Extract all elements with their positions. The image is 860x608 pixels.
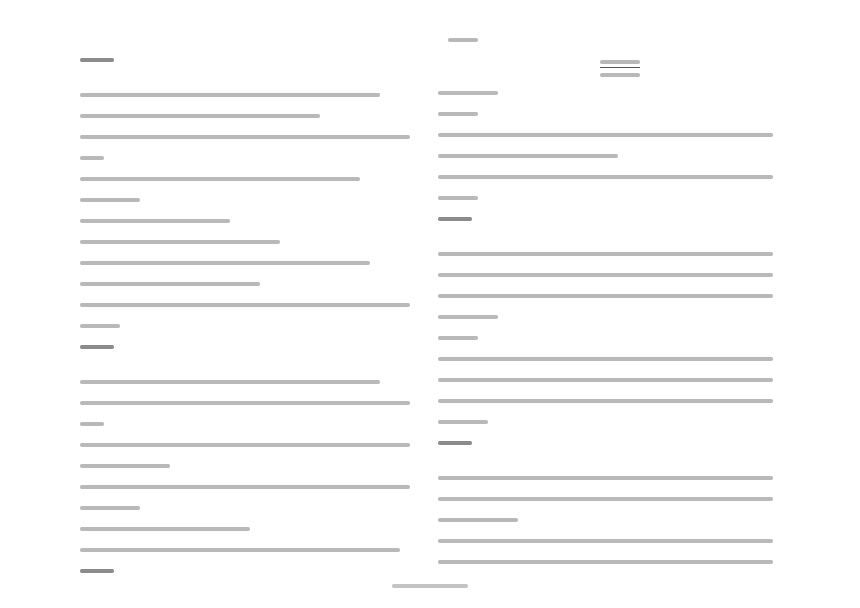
text-line xyxy=(80,217,410,225)
text-line xyxy=(80,196,410,204)
text-line xyxy=(80,175,410,183)
spacer xyxy=(438,236,780,250)
text-line xyxy=(80,322,410,330)
text-line xyxy=(438,250,780,258)
text-line xyxy=(80,133,410,141)
text-line xyxy=(438,376,780,384)
text-line xyxy=(80,504,410,512)
text-line xyxy=(438,558,780,566)
text-line xyxy=(80,483,410,491)
text-line xyxy=(80,441,410,449)
text-line xyxy=(80,280,410,288)
text-line xyxy=(438,537,780,545)
text-line xyxy=(438,495,780,503)
text-line xyxy=(438,131,780,139)
text-line xyxy=(438,292,780,300)
answer-heading xyxy=(80,56,410,64)
fraction-bar xyxy=(600,67,640,68)
text-line xyxy=(438,355,780,363)
fraction-numerator xyxy=(600,60,640,64)
text-line xyxy=(438,194,780,202)
page-footer xyxy=(392,584,468,588)
text-line xyxy=(80,546,410,554)
text-line xyxy=(438,516,780,524)
spacer xyxy=(80,77,410,91)
spacer xyxy=(438,460,780,474)
text-line xyxy=(438,89,780,97)
text-line xyxy=(438,173,780,181)
answer-heading xyxy=(80,567,410,575)
spacer xyxy=(80,364,410,378)
text-line xyxy=(438,474,780,482)
left-column xyxy=(80,56,410,576)
text-line xyxy=(438,271,780,279)
text-line xyxy=(80,462,410,470)
text-line xyxy=(438,152,780,160)
answer-heading xyxy=(80,343,410,351)
text-line xyxy=(80,420,410,428)
right-column xyxy=(438,36,780,576)
fraction-denominator xyxy=(600,73,640,77)
text-line xyxy=(80,301,410,309)
text-line xyxy=(80,399,410,407)
text-line xyxy=(80,259,410,267)
text-line xyxy=(80,154,410,162)
text-line xyxy=(438,397,780,405)
equation-fraction xyxy=(438,57,780,79)
text-line xyxy=(80,91,410,99)
text-line xyxy=(438,110,780,118)
text-line xyxy=(438,418,780,426)
text-line xyxy=(80,112,410,120)
page-title xyxy=(0,36,430,56)
text-line xyxy=(438,313,780,321)
answer-heading xyxy=(438,439,780,447)
equation-line xyxy=(438,36,780,44)
text-line xyxy=(80,238,410,246)
text-line xyxy=(438,334,780,342)
text-line xyxy=(80,378,410,386)
answer-heading xyxy=(438,215,780,223)
text-line xyxy=(80,525,410,533)
